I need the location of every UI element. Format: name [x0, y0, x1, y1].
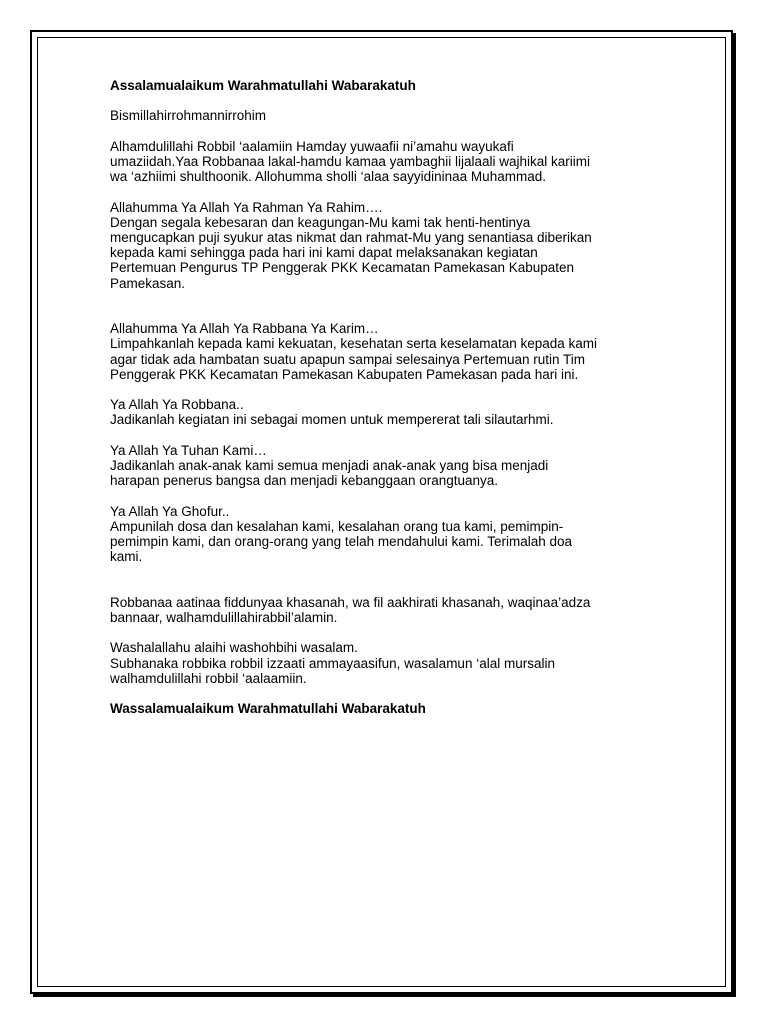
closing-salam: Wassalamualaikum Warahmatullahi Wabarakatuh: [110, 701, 426, 717]
prayer-paragraph-2: Allahumma Ya Allah Ya Rabbana Ya Karim… Limpahkanlah kepada kami kekuatan, kesehatan serta keselamatan kepada kami agar tidak ada hambatan suatu apapun sampai selesainya Pertemuan rutin Tim Penggerak PKK Kecamatan Pamekasan Kabupaten Pamekasan pada hari ini.: [110, 321, 598, 382]
closing-prayer-paragraph: Robbanaa aatinaa fiddunyaa khasanah, wa fil aakhirati khasanah, waqinaa’adza bannaar, walhamdulillahirabbil’alamin.: [110, 594, 591, 625]
basmalah: Bismillahirrohmannirrohim: [110, 108, 267, 124]
shalawat-paragraph: Washalallahu alaihi washohbihi wasalam. Subhanaka robbika robbil izzaati ammayaasifun, wasalamun ‘alal mursalin walhamdulillahi robbil ‘aalaamiin.: [110, 640, 555, 686]
document-body: [110, 78, 690, 732]
opening-salam: Assalamualaikum Warahmatullahi Wabarakatuh: [110, 78, 416, 93]
prayer-paragraph-3: Ya Allah Ya Robbana.. Jadikanlah kegiatan ini sebagai momen untuk mempererat tali silautarhmi.: [110, 397, 554, 428]
prayer-paragraph-5: Ya Allah Ya Ghofur.. Ampunilah dosa dan kesalahan kami, kesalahan orang tua kami, pemimpin- pemimpin kami, dan orang-orang yang telah mendahului kami. Terimalah doa kami.: [110, 503, 573, 565]
prayer-paragraph-1: Allahumma Ya Allah Ya Rahman Ya Rahim…. Dengan segala kebesaran dan keagungan-Mu kami tak henti-hentinya mengucapkan puji syukur atas nikmat dan rahmat-Mu yang senantiasa diberikan kepada kami sehingga pada hari ini kami dapat melaksanakan kegiatan Pertemuan Pengurus TP Penggerak PKK Kecamatan Pamekasan Kabupaten Pamekasan.: [110, 199, 592, 291]
prayer-paragraph-4: Ya Allah Ya Tuhan Kami… Jadikanlah anak-anak kami semua menjadi anak-anak yang bisa menjadi harapan penerus bangsa dan menjadi kebanggaan orangtuanya.: [110, 442, 549, 489]
hamdalah-paragraph: Alhamdulillahi Robbil ‘aalamiin Hamday yuwaafii ni’amahu wayukafi umaziidah.Yaa Robbanaa lakal-hamdu kamaa yambaghii lijalaali wajhikal kariimi wa ‘azhiimi shulthoonik. Allohumma sholli ‘alaa sayyidininaa Muhammad.: [110, 138, 590, 185]
